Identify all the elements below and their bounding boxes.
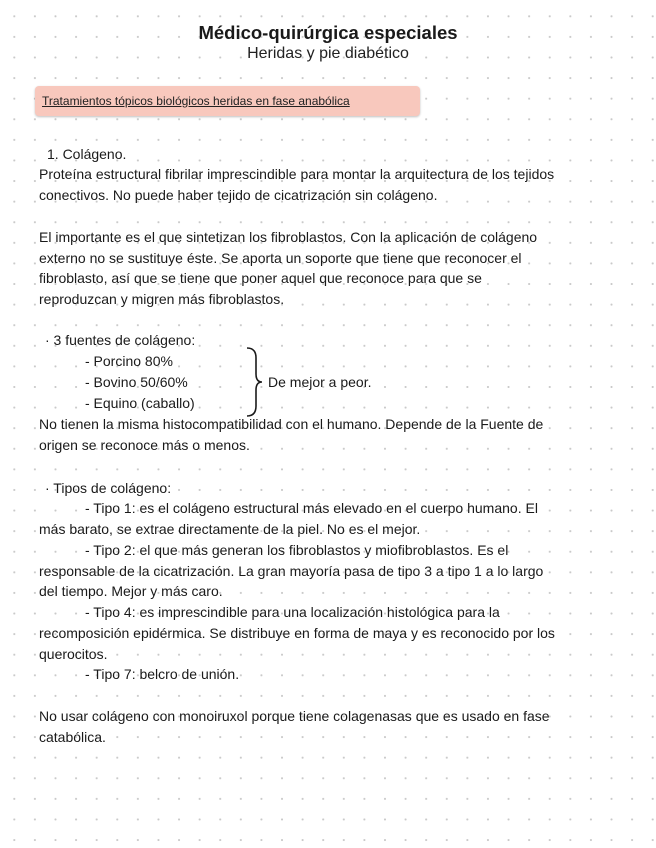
sub-list-item: - Tipo 1: es el colágeno estructural más elevado en el cuerpo humano. El: [85, 500, 538, 516]
sub-list-item: - Tipo 4: es imprescindible para una localización histológica para la: [85, 604, 500, 620]
sub-list-item: - Tipo 7: belcro de unión.: [85, 666, 240, 682]
text-line: origen se reconoce más o menos.: [39, 437, 250, 453]
sub-list-item: - Porcino 80%: [85, 353, 173, 369]
text-line: recomposición epidérmica. Se distribuye en forma de maya y es reconocido por los: [39, 625, 555, 641]
text-line: No tienen la misma histocompatibilidad con el humano. Depende de la Fuente de: [39, 416, 544, 432]
sub-list-item: - Tipo 2: el que más generan los fibroblastos y miofibroblastos. Es el: [85, 542, 509, 558]
text-line: fibroblasto, así que se tiene que poner aquel que reconoce para que se: [39, 270, 482, 286]
text-line: conectivos. No puede haber tejido de cicatrización sin colágeno.: [39, 187, 438, 203]
curly-brace-icon: [244, 346, 264, 418]
text-line: querocitos.: [39, 646, 108, 662]
section-banner: [35, 86, 420, 116]
text-line: No usar colágeno con monoiruxol porque tiene colagenasas que es usado en fase: [39, 708, 550, 724]
section-heading: 1. Colágeno.: [47, 146, 127, 162]
brace-annotation: De mejor a peor.: [268, 374, 372, 390]
text-line: del tiempo. Mejor y más caro.: [39, 583, 223, 599]
sub-list-item: - Bovino 50/60%: [85, 374, 188, 390]
sub-list-item: - Equino (caballo): [85, 395, 195, 411]
bullet-item: · Tipos de colágeno:: [45, 480, 172, 496]
text-line: reproduzcan y migren más fibroblastos.: [39, 291, 285, 307]
section-banner-label: Tratamientos tópicos biológicos heridas en fase anabólica: [42, 94, 350, 108]
text-line: Proteína estructural fibrilar imprescindible para montar la arquitectura de los tejidos: [39, 166, 555, 182]
text-line: más barato, se extrae directamente de la piel. No es el mejor.: [39, 521, 421, 537]
text-line: El importante es el que sintetizan los fibroblastos. Con la aplicación de colágeno: [39, 229, 538, 245]
text-line: catabólica.: [39, 729, 106, 745]
text-line: externo no se sustituye éste. Se aporta un soporte que tiene que reconocer el: [39, 250, 522, 266]
page-subtitle: Heridas y pie diabético: [247, 45, 409, 62]
bullet-item: · 3 fuentes de colágeno:: [45, 332, 196, 348]
text-line: responsable de la cicatrización. La gran mayoría pasa de tipo 3 a tipo 1 a lo largo: [39, 563, 544, 579]
page-title: Médico-quirúrgica especiales: [198, 22, 458, 43]
